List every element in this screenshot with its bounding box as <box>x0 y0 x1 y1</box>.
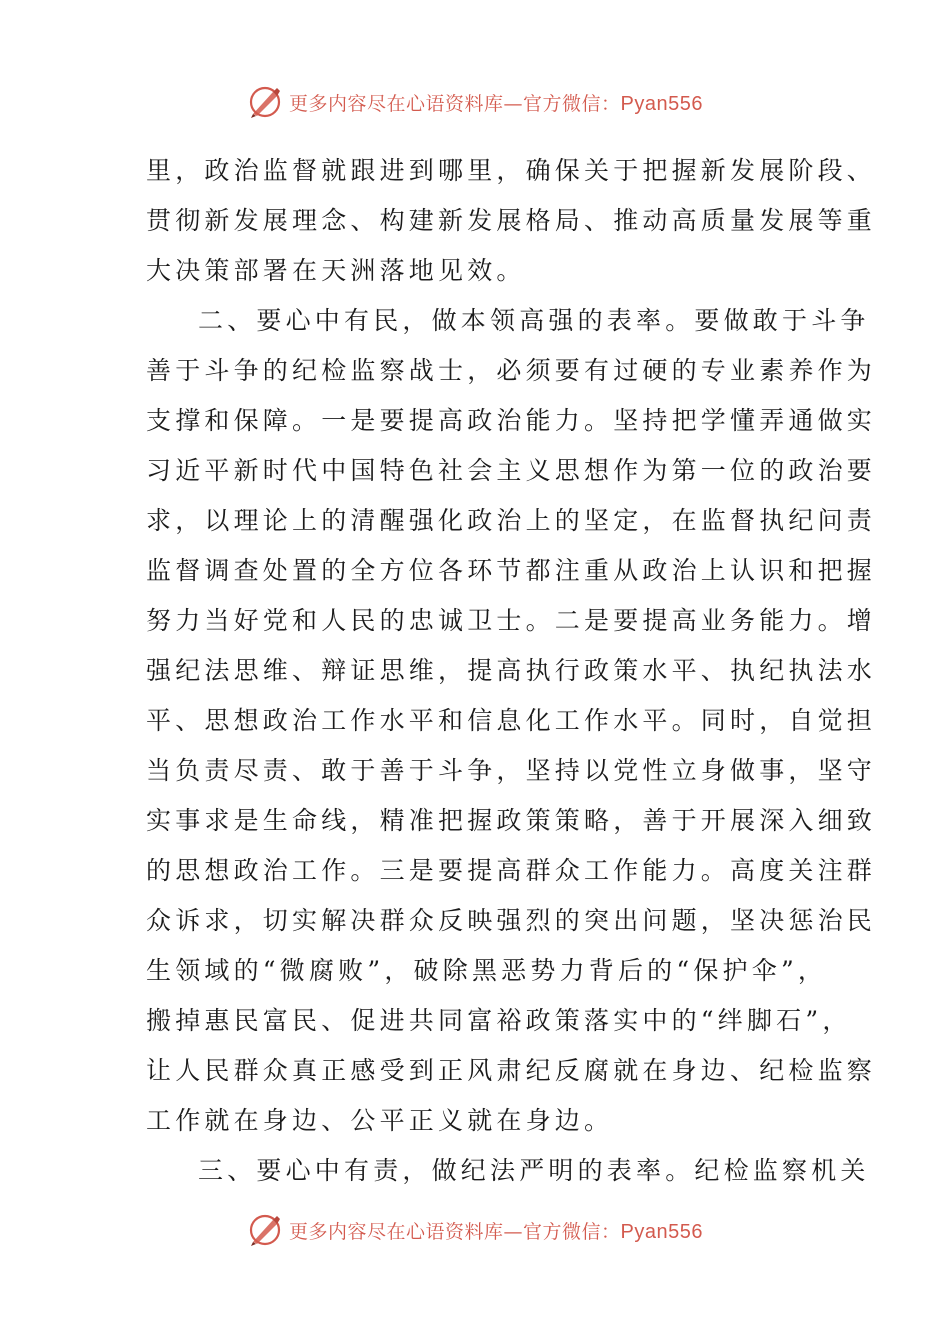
text-line: 的思想政治工作。三是要提高群众工作能力。高度关注群 <box>146 856 877 885</box>
paragraph-2 <box>146 296 877 1146</box>
text-line: 搬掉惠民富民、促进共同富裕政策落实中的“绊脚石”， <box>146 1006 852 1035</box>
text-line: 当负责尽责、敢于善于斗争，坚持以党性立身做事，坚守 <box>146 756 877 785</box>
text-line: 监督调查处置的全方位各环节都注重从政治上认识和把握 <box>146 556 877 585</box>
text-line: 里，政治监督就跟进到哪里，确保关于把握新发展阶段、 <box>146 156 877 185</box>
text-line: 习近平新时代中国特色社会主义思想作为第一位的政治要 <box>146 456 877 485</box>
footer-banner-text: 更多内容尽在心语资料库—官方微信：Pyan556 <box>289 1220 703 1243</box>
text-line: 实事求是生命线，精准把握政策策略，善于开展深入细致 <box>146 806 877 835</box>
text-line: 让人民群众真正感受到正风肃纪反腐就在身边、纪检监察 <box>146 1056 877 1085</box>
footer-wechat-id: Pyan556 <box>620 1220 703 1243</box>
pen-logo-icon <box>247 1212 283 1248</box>
footer-banner <box>0 1210 950 1250</box>
text-line: 强纪法思维、辩证思维，提高执行政策水平、执纪执法水 <box>146 656 877 685</box>
text-line: 贯彻新发展理念、构建新发展格局、推动高质量发展等重 <box>146 206 877 235</box>
header-wechat-id: Pyan556 <box>620 92 703 115</box>
text-line: 平、思想政治工作水平和信息化工作水平。同时，自觉担 <box>146 706 877 735</box>
text-line: 众诉求，切实解决群众反映强烈的突出问题，坚决惩治民 <box>146 906 877 935</box>
text-line: 求，以理论上的清醒强化政治上的坚定，在监督执纪问责 <box>146 506 877 535</box>
text-line: 善于斗争的纪检监察战士，必须要有过硬的专业素养作为 <box>146 356 877 385</box>
text-line: 二、要心中有民，做本领高强的表率。要做敢于斗争 <box>198 306 870 335</box>
paragraph-3 <box>146 1146 870 1196</box>
text-line: 三、要心中有责，做纪法严明的表率。纪检监察机关 <box>198 1156 870 1185</box>
document-body <box>146 146 877 1196</box>
paragraph-1 <box>146 146 877 296</box>
header-banner-text: 更多内容尽在心语资料库—官方微信：Pyan556 <box>289 92 703 115</box>
text-line: 生领域的“微腐败”，破除黑恶势力背后的“保护伞”， <box>146 956 828 985</box>
text-line: 大决策部署在天洲落地见效。 <box>146 256 526 285</box>
header-banner <box>0 82 950 122</box>
pen-logo-icon <box>247 84 283 120</box>
text-line: 支撑和保障。一是要提高政治能力。坚持把学懂弄通做实 <box>146 406 877 435</box>
text-line: 工作就在身边、公平正义就在身边。 <box>146 1106 614 1135</box>
text-line: 努力当好党和人民的忠诚卫士。二是要提高业务能力。增 <box>146 606 877 635</box>
